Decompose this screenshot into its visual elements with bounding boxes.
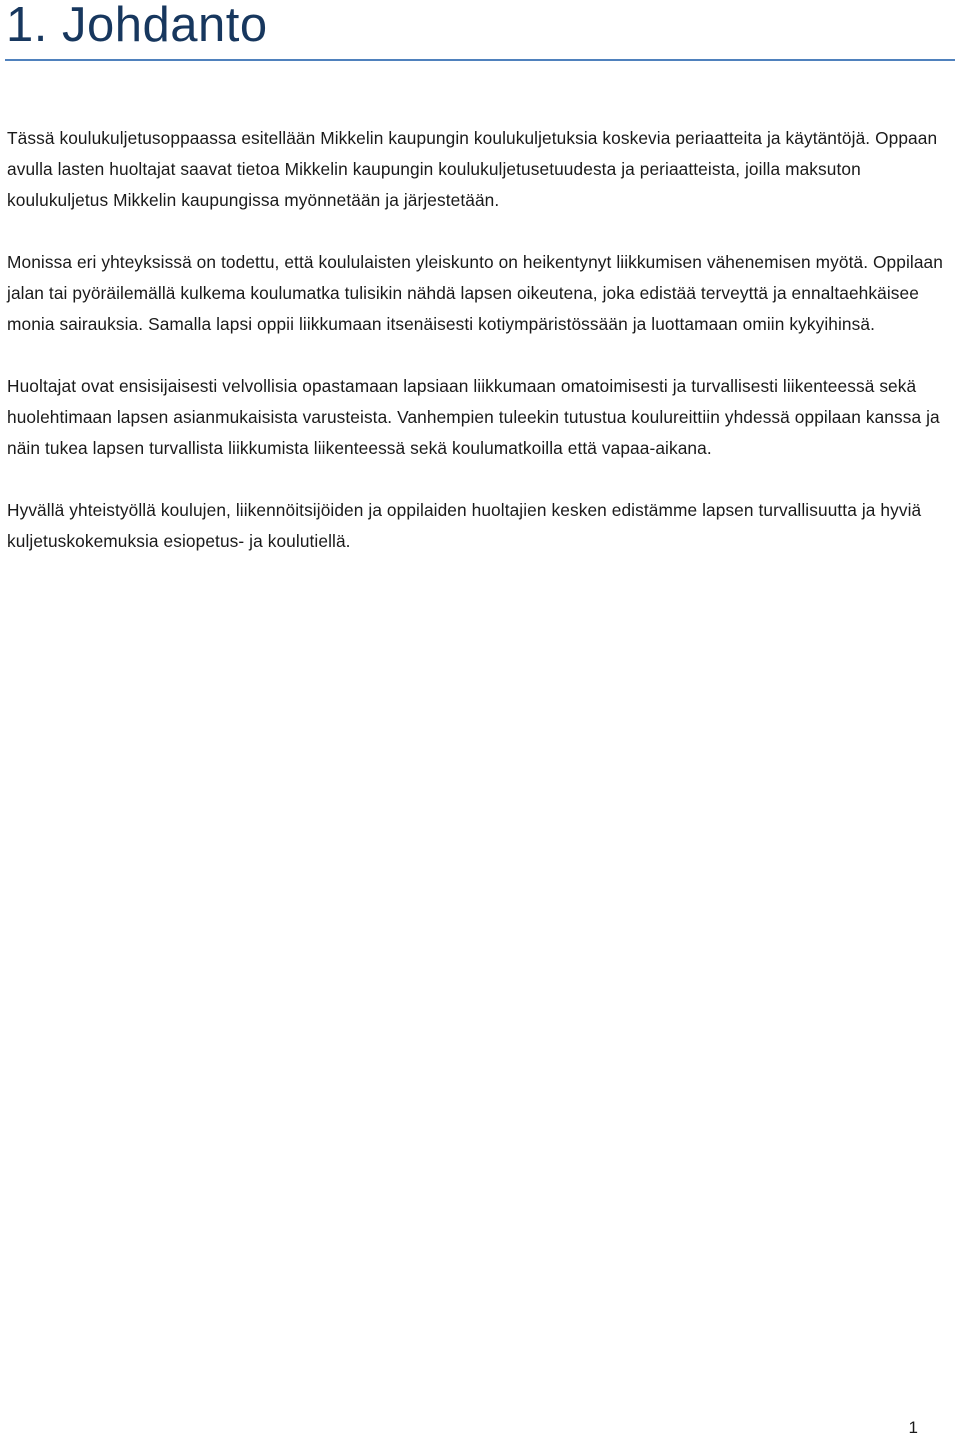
paragraph-cooperation: Hyvällä yhteistyöllä koulujen, liikennöitsijöiden ja oppilaiden huoltajien kesken edistämme lapsen turvallisuutta ja hyviä kuljetuskokemuksia esiopetus- ja koulutiellä. [7,500,922,551]
page-title: 1. Johdanto [6,0,268,52]
paragraph-intro: Tässä koulukuljetusoppaassa esitellään Mikkelin kaupungin koulukuljetuksia koskevia periaatteita ja käytäntöjä. Oppaan avulla lasten huoltajat saavat tietoa Mikkelin kaupungin koulukuljetusetuudesta ja periaatteista, joilla maksuton koulukuljetus Mikkelin kaupungissa myönnetään ja järjestetään. [7,128,938,210]
paragraph-fitness: Monissa eri yhteyksissä on todettu, että koululaisten yleiskunto on heikentynyt liikkumisen vähenemisen myötä. Oppilaan jalan tai pyöräilemällä kulkema koulumatka tulisikin nähdä lapsen oikeutena, joka edistää terveyttä ja ennaltaehkäisee monia sairauksia. Samalla lapsi oppii liikkumaan itsenäisesti kotiympäristössään ja luottamaan omiin kykyihinsä. [7,252,943,334]
body-text [7,123,955,588]
paragraph-guardians: Huoltajat ovat ensisijaisesti velvollisia opastamaan lapsiaan liikkumaan omatoimisesti ja turvallisesti liikenteessä sekä huolehtimaan lapsen asianmukaisista varusteista. Vanhempien tuleekin tutustua koulureittiin yhdessä oppilaan kanssa ja näin tukea lapsen turvallista liikkumista liikenteessä sekä koulumatkoilla että vapaa-aikana. [7,376,940,458]
page-number: 1 [908,1418,918,1437]
heading-underline [5,59,955,61]
